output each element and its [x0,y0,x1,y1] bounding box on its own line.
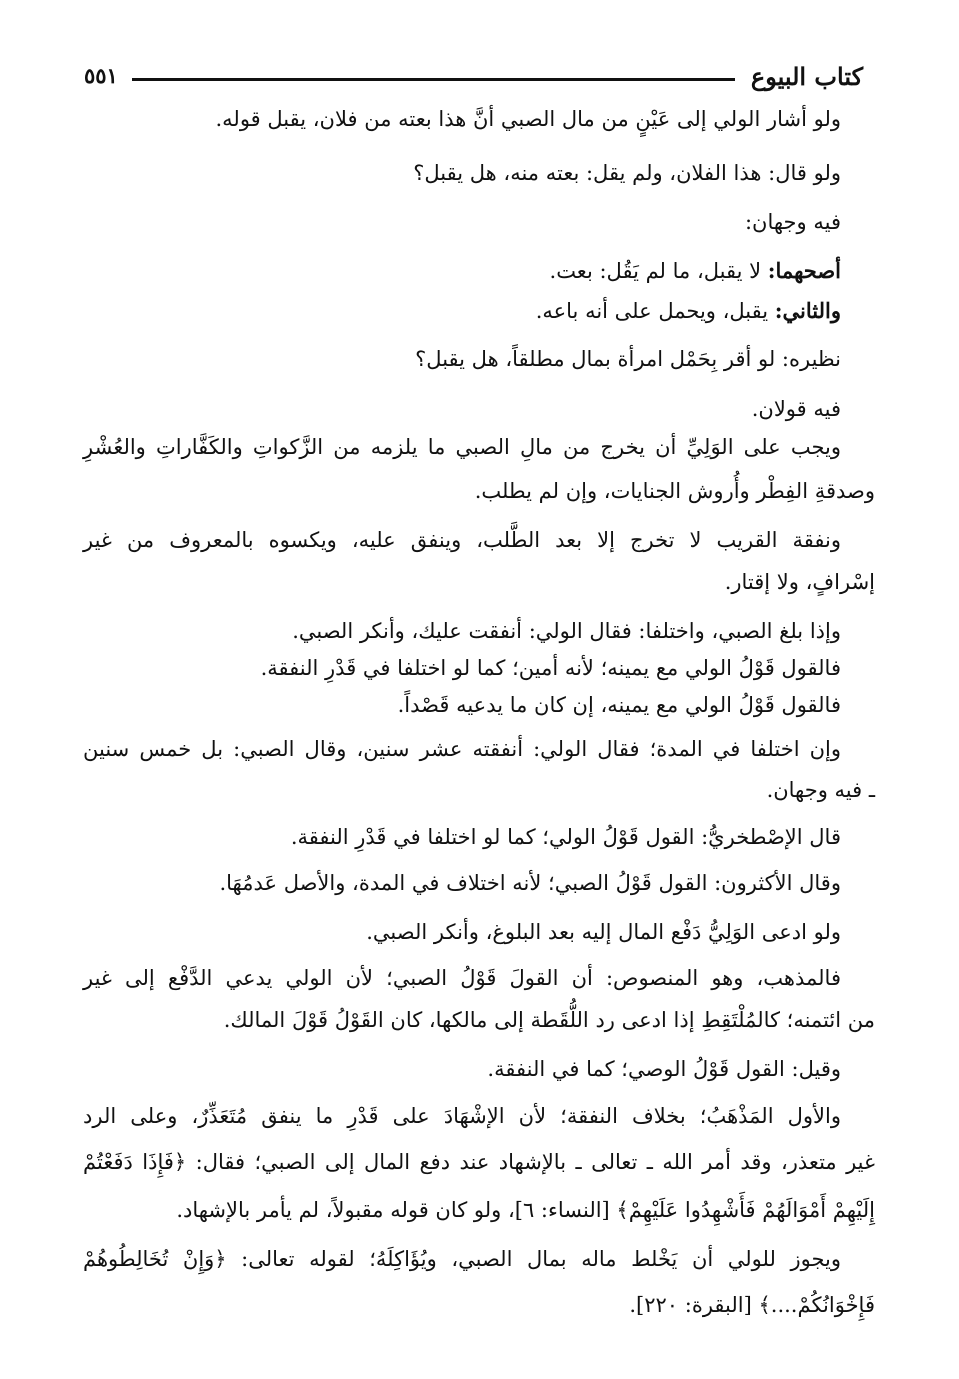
text-line: فيه قولان. [751,397,841,421]
text-line: ويجب على الوَلِيِّ أن يخرج من مالِ الصبي ما يلزمه من الزَّكواتِ والكَفَّاراتِ والعُشْرِ [83,435,841,459]
text-line: وقال الأكثرون: القول قَوْلُ الصبي؛ لأنه اختلاف في المدة، والأصل عَدمُهَا. [219,871,841,895]
text-line: فالقول قَوْلُ الولي مع يمينه؛ لأنه أمين؛ كما لو اختلفا في قَدْرِ النفقة. [260,656,841,680]
opinion-label: والثاني: [774,298,841,323]
text-line: ـ فيه وجهان. [766,778,875,802]
text-line: غير متعذر، وقد أمر الله ـ تعالى ـ بالإشهاد عند دفع المال إلى الصبي؛ فقال: ﴿فَإِذَا دَفَعْتُمْ [83,1150,875,1174]
opinion-text: يقبل، ويحمل على أنه باعه. [535,299,769,323]
text-line: ولو قال: هذا الفلان، ولم يقل: بعته منه، هل يقبل؟ [413,161,841,185]
text-line: فالمذهب، وهو المنصوص: أن القولَ قَوْلُ الصبي؛ لأن الولي يدعي الدَّفْع إلى غير [83,966,841,990]
text-line: وإن اختلفا في المدة؛ فقال الولي: أنفقته عشر سنين، وقال الصبي: بل خمس سنين [83,737,841,761]
text-line: وإذا بلغ الصبي، واختلفا: فقال الولي: أنفقت عليك، وأنكر الصبي. [292,619,841,643]
text-line [536,296,841,326]
text-line: قال الإصْطخريُّ: القول قَوْلُ الولي؛ كما لو اختلفا في قَدْرِ النفقة. [290,825,841,849]
text-line: ونفقة القريب لا تخرج إلا بعد الطَّلب، وينفق عليه، ويكسوه بالمعروف من غير [83,528,841,552]
text-line: إسْرافٍ، ولا إقتار. [724,570,875,594]
text-line: نظيره: لو أقر بِحَمْل امرأة بمال مطلقاً، هل يقبل؟ [415,347,841,371]
text-line: ولو أشار الولي إلى عَيْنٍ من مال الصبي أنَّ هذا بعته من فلان، يقبل قوله. [215,107,841,131]
text-line: من ائتمنه؛ كالمُلْتَقِطِ إذا ادعى رد اللُّقَطة إلى مالكها، كان القَوْلُ قَوْلَ المالك. [223,1008,875,1032]
page-number: ٥٥١ [84,63,118,88]
text-line: وقيل: القول قَوْلُ الوصي؛ كما في النفقة. [487,1057,841,1081]
header-rule [132,78,735,81]
text-line: ولو ادعى الوَلِيُّ دَفْع المال إليه بعد البلوغ، وأنكر الصبي. [366,920,841,944]
text-line: وصدقةِ الفِطْر وأُروش الجنايات، وإن لم يطلب. [474,479,875,503]
text-line: فَإِخْوَانُكُمْ....﴾ [البقرة: ٢٢٠]. [629,1293,875,1317]
chapter-title: كتاب البيوع [750,62,863,91]
text-line: فيه وجهان: [744,210,841,234]
text-line: والأول المَذْهَبُ؛ بخلاف النفقة؛ لأن الإشْهَادَ على قَدْرِ ما ينفق مُتَعَذِّرٌ، وعلى الرد [83,1104,841,1128]
text-line: إِلَيْهِمْ أَمْوَالَهُمْ فَأَشْهِدُوا عَلَيْهِمْ﴾ [النساء: ٦]، ولو كان قوله مقبولاً، لم يأمر بالإشهاد. [176,1198,875,1222]
text-line [550,256,841,286]
opinion-text: لا يقبل، ما لم يَقُل: بعت. [549,259,762,283]
opinion-label: أصحهما: [767,258,841,283]
text-line: ويجوز للولي أن يَخْلط ماله بمال الصبي، ويُؤَاكِلَهُ؛ لقوله تعالى: ﴿وَإِنْ تُخَالِطُوهُمْ [83,1247,841,1271]
text-line: فالقول قَوْلُ الولي مع يمينه، إن كان ما يدعيه قَصْداً. [397,693,841,717]
running-header [84,56,863,90]
